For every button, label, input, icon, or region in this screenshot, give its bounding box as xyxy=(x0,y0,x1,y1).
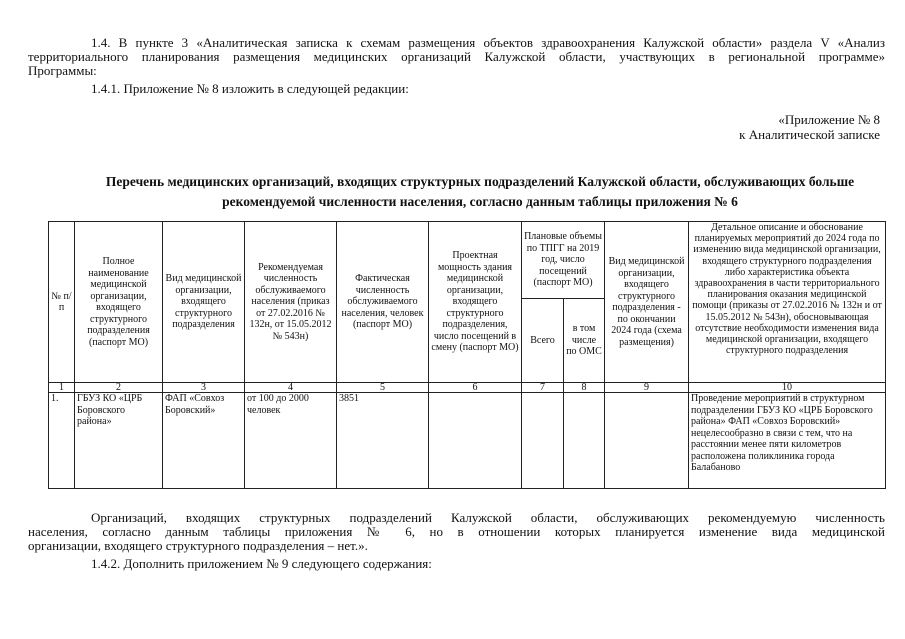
paragraph-none-cont xyxy=(28,525,885,539)
table-title-line-2: рекомендуемой численности населения, согласно данным таблицы приложения № 6 xyxy=(222,194,738,209)
row-1-description: Проведение мероприятий в структурном подразделении ГБУЗ КО «ЦРБ Боровского района» ФАП «Совхоз Боровский» нецелесообразно в связи с тем, что на расстоянии менее пяти километров расположена поликлиника города Балабаново xyxy=(689,393,886,489)
paragraph-1-4-1 xyxy=(91,82,409,96)
column-number-7: 7 xyxy=(522,383,564,393)
row-1-unit-type: ФАП «Совхоз Боровский» xyxy=(163,393,245,489)
header-col-3: Вид медицинской организации, входящего структурного подразделения xyxy=(163,222,245,383)
column-number-6: 6 xyxy=(429,383,522,393)
row-1-organization: ГБУЗ КО «ЦРБ Боровского района» xyxy=(75,393,163,489)
row-1-capacity xyxy=(429,393,522,489)
paragraph-none-end xyxy=(28,539,368,553)
column-number-2: 2 xyxy=(75,383,163,393)
header-col-5: Фактическая численность обслуживаемого населения, человек (паспорт МО) xyxy=(337,222,429,383)
column-number-8: 8 xyxy=(564,383,605,393)
appendix-line-2: к Аналитической записке xyxy=(739,127,880,142)
header-col-2: Полное наименование медицинской организации, входящего структурного подразделения (паспорт МО) xyxy=(75,222,163,383)
column-number-5: 5 xyxy=(337,383,429,393)
appendix-heading xyxy=(739,112,880,142)
paragraph-1-4-line-3: Программы: xyxy=(28,63,97,78)
column-number-9: 9 xyxy=(605,383,689,393)
header-col-9: Вид медицинской организации, входящего структурного подразделения - по окончании 2024 года (схема размещения) xyxy=(605,222,689,383)
paragraph-1-4-line-2: территориального планирования размещения медицинских организаций Калужской области, участвующих в региональной программе» xyxy=(28,49,885,64)
header-col-8: в том числе по ОМС xyxy=(564,299,605,383)
paragraph-1-4-2-text: 1.4.2. Дополнить приложением № 9 следующего содержания: xyxy=(91,556,432,571)
paragraph-none-line-2: населения, согласно данным таблицы приложения № 6, но в отношении которых планируется изменение вида медицинской xyxy=(28,524,885,539)
row-1-planned-oms xyxy=(564,393,605,489)
paragraph-1-4-cont xyxy=(28,50,885,64)
header-col-10: Детальное описание и обоснование планируемых мероприятий до 2024 года по изменению вида медицинской организации, входящего структурного подразделения либо характеристика объекта здравоохранения в части территориального планирования оказания медицинской помощи (приказы от 27.02.2016 № 132н и от 15.05.2012 № 543н), обосновывающая отсутствие необходимости изменения вида медицинской организации, входящего структурного подразделения xyxy=(689,222,886,383)
paragraph-1-4 xyxy=(28,36,885,50)
column-number-4: 4 xyxy=(245,383,337,393)
table-row xyxy=(49,393,886,489)
row-1-number: 1. xyxy=(49,393,75,489)
paragraph-none-line-1: Организаций, входящих структурных подразделений Калужской области, обслуживающих рекомендуемую численность xyxy=(91,510,885,525)
table-header-row-1 xyxy=(49,222,886,299)
paragraph-1-4-end xyxy=(28,64,97,78)
row-1-recommended-population: от 100 до 2000 человек xyxy=(245,393,337,489)
header-col-1: № п/п xyxy=(49,222,75,383)
column-number-10: 10 xyxy=(689,383,886,393)
paragraph-1-4-2 xyxy=(91,557,432,571)
paragraph-1-4-1-text: 1.4.1. Приложение № 8 изложить в следующей редакции: xyxy=(91,81,409,96)
header-col-7-8: Плановые объемы по ТПГГ на 2019 год, число посещений (паспорт МО) xyxy=(522,222,605,299)
table-title xyxy=(60,172,900,212)
paragraph-none-line-3: организации, входящего структурного подразделения – нет.». xyxy=(28,538,368,553)
row-1-planned-total xyxy=(522,393,564,489)
paragraph-1-4-line-1: 1.4. В пункте 3 «Аналитическая записка к схемам размещения объектов здравоохранения Калужской области» раздела V «Анализ xyxy=(91,35,885,50)
header-col-6: Проектная мощность здания медицинской организации, входящего структурного подразделения, число посещений в смену (паспорт МО) xyxy=(429,222,522,383)
appendix-line-1: «Приложение № 8 xyxy=(778,112,880,127)
table-title-line-1: Перечень медицинских организаций, входящих структурных подразделений Калужской области, обслуживающих больше xyxy=(105,174,855,189)
column-number-row xyxy=(49,383,886,393)
paragraph-none xyxy=(28,511,885,525)
row-1-type-2024 xyxy=(605,393,689,489)
header-col-7: Всего xyxy=(522,299,564,383)
column-number-3: 3 xyxy=(163,383,245,393)
organizations-table xyxy=(48,221,886,489)
column-number-1: 1 xyxy=(49,383,75,393)
header-col-4: Рекомендуемая численность обслуживаемого населения (приказ от 27.02.2016 № 132н, от 15.05.2012 № 543н) xyxy=(245,222,337,383)
row-1-actual-population: 3851 xyxy=(337,393,429,489)
